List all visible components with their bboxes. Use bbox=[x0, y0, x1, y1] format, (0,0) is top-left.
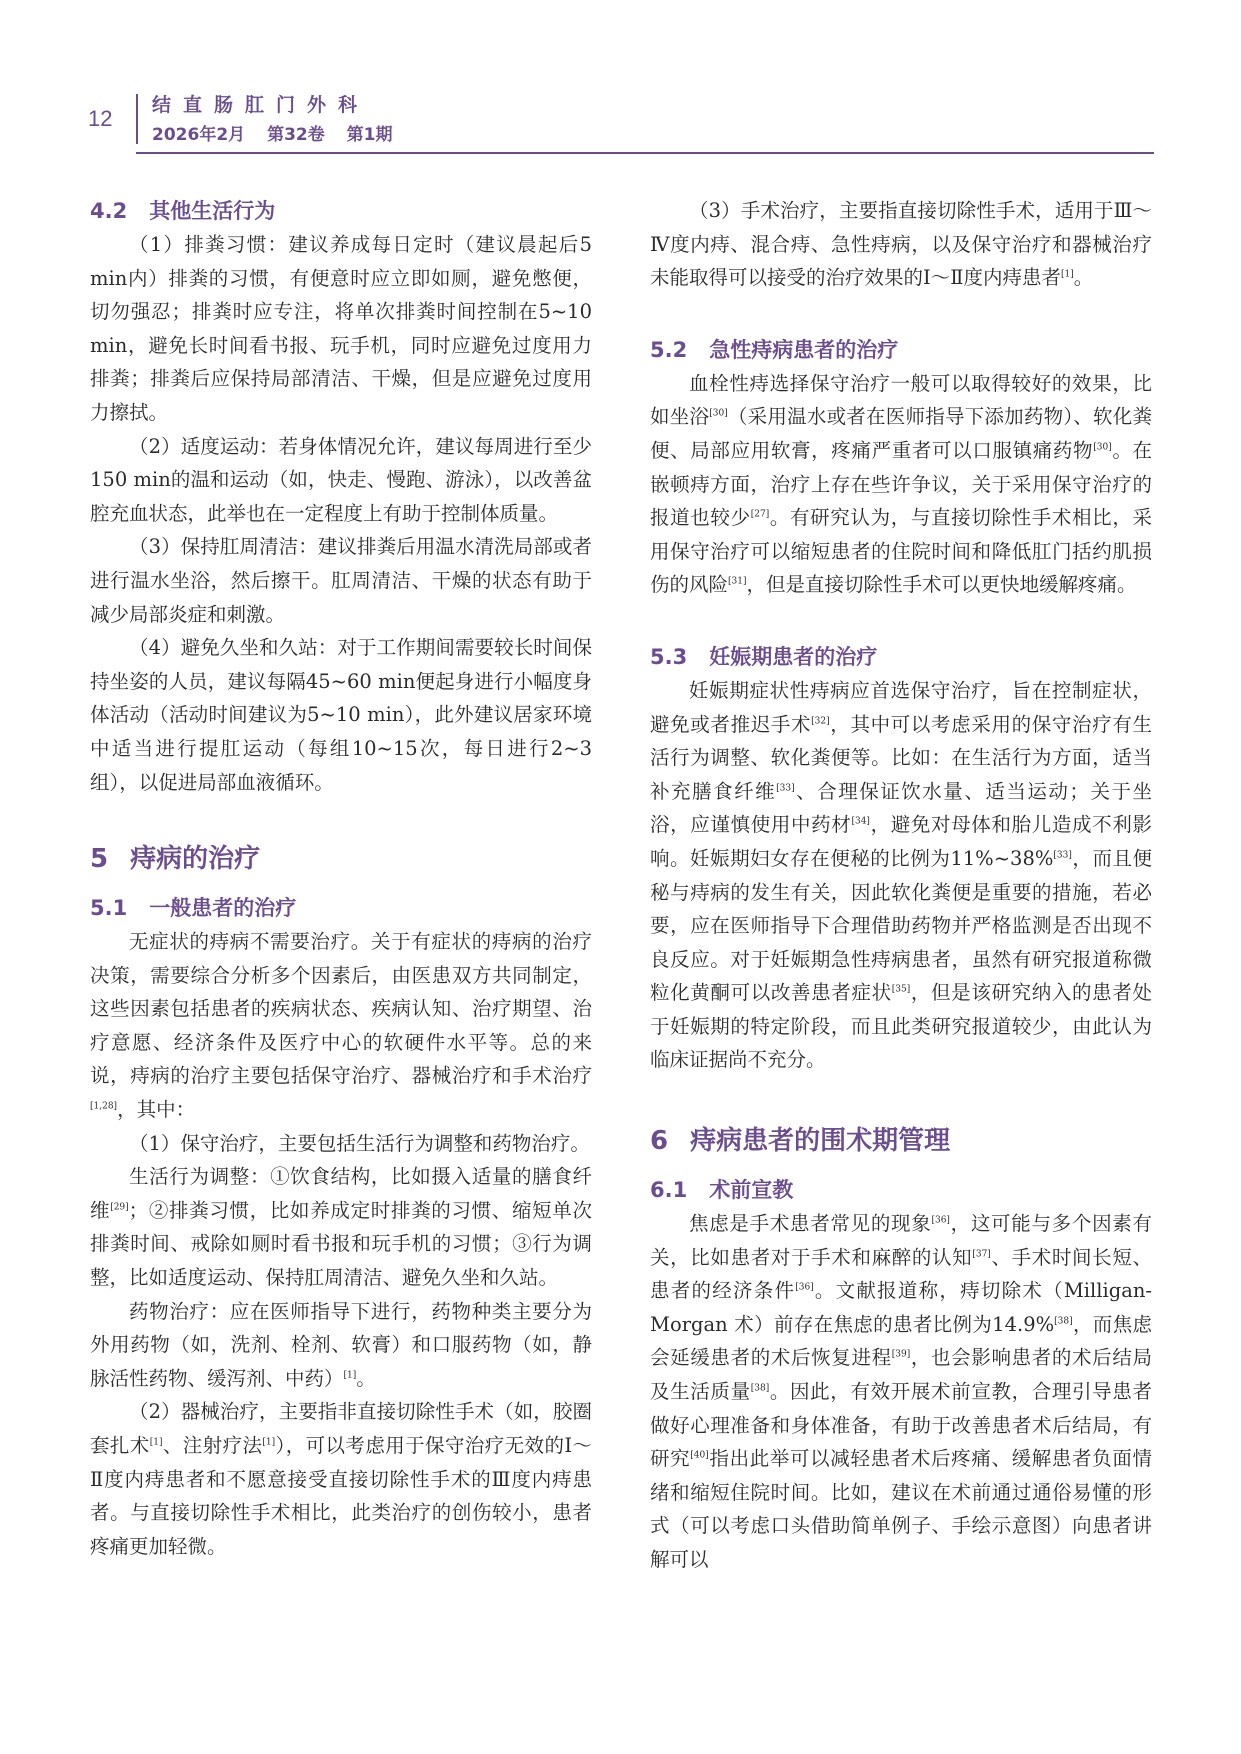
citation: [36] bbox=[795, 1282, 814, 1293]
paragraph: （1）排粪习惯：建议养成每日定时（建议晨起后5 min内）排粪的习惯，有便意时应立即如厕，避免憋便，切勿强忍；排粪时应专注，将单次排粪时间控制在5~10 min，避免长时间看书报、玩手机，同时应避免过度用力排粪；排粪后应保持局部清洁、干燥，但是应避免过度用力擦拭。 bbox=[90, 233, 592, 424]
citation: [36] bbox=[931, 1215, 950, 1226]
page-number: 12 bbox=[88, 106, 113, 131]
header-rule bbox=[136, 152, 1154, 154]
paragraph: 妊娠期症状性痔病应首选保守治疗，旨在控制症状，避免或者推迟手术[32]，其中可以考虑采用的保守治疗有生活行为调整、软化粪便等。比如：在生活行为方面，适当补充膳食纤维[33]、合理保证饮水量、适当运动；关于坐浴，应谨慎使用中药材[34]，避免对母体和胎儿造成不利影响。妊娠期妇女存在便秘的比例为11%~38%[33]，而且便秘与痔病的发生有关，因此软化粪便是重要的措施，若必要，应在医师指导下合理借助药物并严格监测是否出现不良反应。对于妊娠期急性痔病患者，虽然有研究报道称微粒化黄酮可以改善患者症状[35]，但是该研究纳入的患者处于妊娠期的特定阶段，而且此类研究报道较少，由此认为临床证据尚不充分。 bbox=[650, 678, 1152, 1072]
section-heading-4-2: 4.2 其他生活行为 bbox=[90, 199, 276, 223]
citation: [40] bbox=[690, 1450, 709, 1461]
section-heading-5-1: 5.1 一般患者的治疗 bbox=[90, 896, 297, 921]
citation: [1] bbox=[343, 1370, 357, 1381]
header-divider bbox=[136, 94, 138, 144]
paragraph: 生活行为调整：①饮食结构，比如摄入适量的膳食纤维[29]；②排粪习惯，比如养成定时排粪的习惯、缩短单次排粪时间、戒除如厕时看书报和玩手机的习惯；③行为调整，比如适度运动、保持肛周清洁、避免久坐和久站。 bbox=[90, 1165, 592, 1290]
journal-title: 结直肠肛门外科 bbox=[152, 94, 370, 116]
paragraph: （3）保持肛周清洁：建议排粪后用温水清洗局部或者进行温水坐浴，然后擦干。肛周清洁、干燥的状态有助于减少局部炎症和刺激。 bbox=[90, 535, 592, 626]
citation: [1,28] bbox=[90, 1101, 118, 1112]
citation: [33] bbox=[1053, 850, 1072, 861]
paragraph: 药物治疗：应在医师指导下进行，药物种类主要分为外用药物（如，洗剂、栓剂、软膏）和口服药物（如，静脉活性药物、缓泻剂、中药）[1]。 bbox=[90, 1299, 592, 1390]
section-heading-6-1: 6.1 术前宣教 bbox=[650, 1178, 794, 1203]
citation: [1] bbox=[262, 1437, 276, 1448]
volume: 第32卷 bbox=[267, 125, 325, 145]
citation: [38] bbox=[750, 1383, 770, 1394]
issue-number: 第1期 bbox=[346, 125, 393, 145]
section-heading-6: 6 痔病患者的围术期管理 bbox=[650, 1126, 951, 1157]
paragraph: （4）避免久坐和久站：对于工作期间需要较长时间保持坐姿的人员，建议每隔45~60 min便起身进行小幅度身体活动（活动时间建议为5~10 min），此外建议居家环境中适当进行提肛运动（每组10~15次，每日进行2~3组），以促进局部血液循环。 bbox=[90, 636, 592, 794]
citation: [29] bbox=[110, 1202, 129, 1213]
paragraph: 血栓性痔选择保守治疗一般可以取得较好的效果，比如坐浴[30]（采用温水或者在医师指导下添加药物）、软化粪便、局部应用软膏，疼痛严重者可以口服镇痛药物[30]。在嵌顿痔方面，治疗上存在些许争议，关于采用保守治疗的报道也较少[27]。有研究认为，与直接切除性手术相比，采用保守治疗可以缩短患者的住院时间和降低肛门括约肌损伤的风险[31]，但是直接切除性手术可以更快地缓解疼痛。 bbox=[650, 371, 1152, 597]
paragraph: （1）保守治疗，主要包括生活行为调整和药物治疗。 bbox=[129, 1131, 590, 1155]
section-heading-5-3: 5.3 妊娠期患者的治疗 bbox=[650, 644, 878, 669]
issue-date: 2026年2月 bbox=[152, 125, 246, 145]
paragraph: 无症状的痔病不需要治疗。关于有症状的痔病的治疗决策，需要综合分析多个因素后，由医患双方共同制定，这些因素包括患者的疾病状态、疾病认知、治疗期望、治疗意愿、经济条件及医疗中心的软硬件水平等。总的来说，痔病的治疗主要包括保守治疗、器械治疗和手术治疗[1,28]，其中： bbox=[90, 930, 592, 1122]
paragraph: （3）手术治疗，主要指直接切除性手术，适用于Ⅲ～Ⅳ度内痔、混合痔、急性痔病，以及保守治疗和器械治疗未能取得可以接受的治疗效果的Ⅰ～Ⅱ度内痔患者[1]。 bbox=[650, 199, 1152, 290]
citation: [33] bbox=[776, 783, 795, 794]
citation: [35] bbox=[891, 984, 911, 995]
paragraph: 焦虑是手术患者常见的现象[36]，这可能与多个因素有关，比如患者对于手术和麻醉的认知[37]、手术时间长短、患者的经济条件[36]。文献报道称，痔切除术（Milligan-Morgan 术）前存在焦虑的患者比例为14.9%[38]，而焦虑会延缓患者的术后恢复进程[39]，也会影响患者的术后结局及生活质量[38]。因此，有效开展术前宣教，合理引导患者做好心理准备和身体准备，有助于改善患者术后结局，有研究[40]指出此举可以减轻患者术后疼痛、缓解患者负面情绪和缩短住院时间。比如，建议在术前通过通俗易懂的形式（可以考虑口头借助简单例子、手绘示意图）向患者讲解可以 bbox=[650, 1212, 1152, 1571]
citation: [30] bbox=[709, 408, 728, 419]
running-header bbox=[88, 90, 1154, 154]
citation: [30] bbox=[1093, 442, 1112, 453]
paragraph: （2）器械治疗，主要指非直接切除性手术（如，胶圈套扎术[1]、注射疗法[1]），可以考虑用于保守治疗无效的Ⅰ～Ⅱ度内痔患者和不愿意接受直接切除性手术的Ⅲ度内痔患者。与直接切除性手术相比，此类治疗的创伤较小，患者疼痛更加轻微。 bbox=[90, 1400, 592, 1558]
citation: [34] bbox=[851, 816, 870, 827]
citation: [32] bbox=[811, 716, 830, 727]
issue-info bbox=[152, 120, 409, 145]
citation: [39] bbox=[891, 1349, 911, 1360]
left-column bbox=[90, 194, 592, 1563]
citation: [38] bbox=[1054, 1316, 1073, 1327]
section-heading-5: 5 痔病的治疗 bbox=[90, 844, 261, 875]
paragraph: （2）适度运动：若身体情况允许，建议每周进行至少150 min的温和运动（如，快走、慢跑、游泳），以改善盆腔充血状态，此举也在一定程度上有助于控制体质量。 bbox=[90, 434, 592, 525]
citation: [37] bbox=[972, 1249, 991, 1260]
right-column bbox=[650, 194, 1152, 1577]
citation: [1] bbox=[1060, 269, 1074, 280]
citation: [27] bbox=[750, 509, 770, 520]
citation: [1] bbox=[149, 1437, 163, 1448]
section-heading-5-2: 5.2 急性痔病患者的治疗 bbox=[650, 337, 899, 362]
citation: [31] bbox=[728, 576, 747, 587]
